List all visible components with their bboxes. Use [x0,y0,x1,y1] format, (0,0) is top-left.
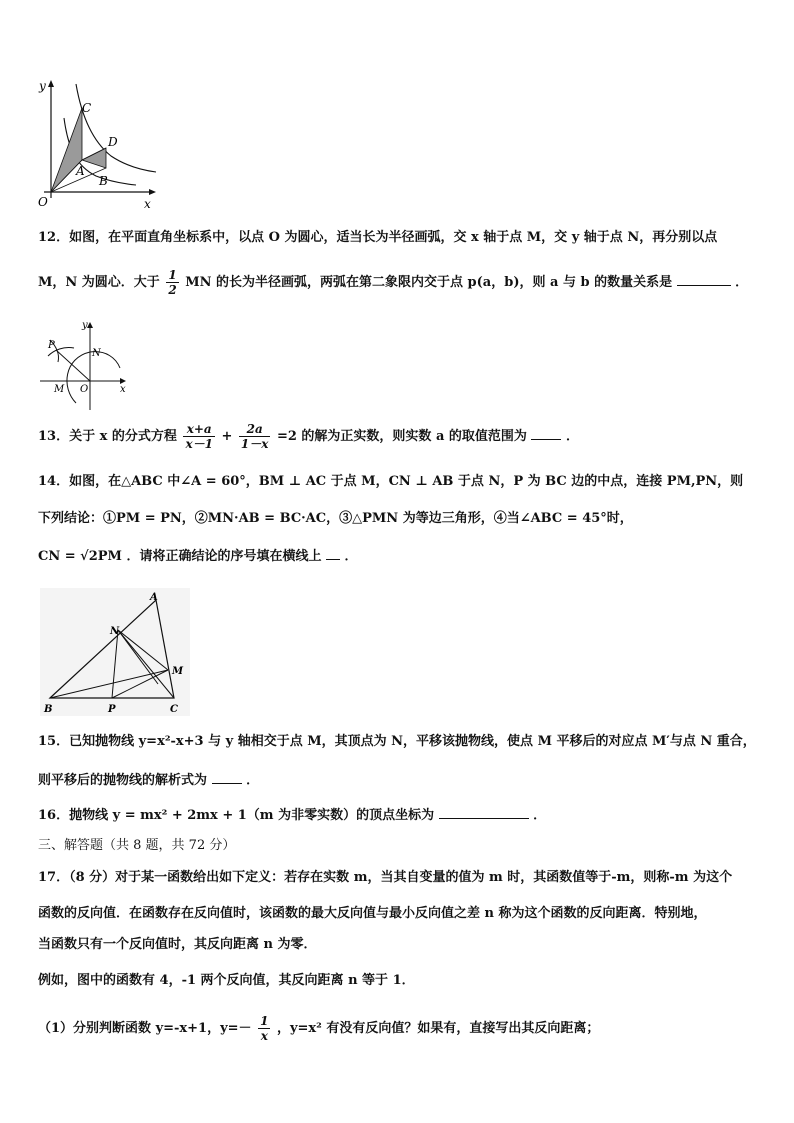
label-c: C [82,101,92,115]
q12-line2 [38,268,748,297]
y-axis-arrow-icon [87,322,93,328]
q13-frac1-den: x－1 [185,437,213,451]
label-n: N [110,626,120,637]
q15-line2-pre: 则平移后的抛物线的解析式为 [38,773,208,788]
q12-answer-blank[interactable] [677,273,731,286]
q17-fraction [258,1014,270,1043]
label-y: y [82,320,88,331]
q14-line3-post: ．请将正确结论的序号填在横线上 [126,549,322,564]
q13-line [38,422,579,451]
label-b: B [44,704,53,715]
label-o: O [38,195,48,209]
y-axis-arrow-icon [48,80,54,87]
q13-pre: 13．关于 x 的分式方程 [38,429,177,444]
q15-line2 [38,771,259,790]
label-o: O [80,384,89,395]
q16-line [38,806,546,825]
q13-end: ． [565,429,579,444]
q14-line1: 14．如图，在△ABC 中∠A = 60°，BM ⊥ AC 于点 M，CN ⊥ AB 于点 N，P 为 BC 边的中点，连接 PM,PN，则 [38,474,744,489]
q17-line4: 例如，图中的函数有 4，-1 两个反向值，其反向距离 n 等于 1． [38,973,415,988]
label-m: M [172,666,184,677]
label-y: y [39,79,46,93]
q17-line1: 17．（8 分）对于某一函数给出如下定义：若存在实数 m，当其自变量的值为 m 时，其函数值等于-m，则称-m 为这个 [38,870,733,885]
q12-line2-post: MN 的长为半径画弧，两弧在第二象限内交于点 p(a，b)，则 a 与 b 的数量关系是 [185,275,673,290]
q12-line2-end: ． [735,275,749,290]
q13-post: =2 的解为正实数，则实数 a 的取值范围为 [276,429,527,444]
q14-answer-blank[interactable] [326,547,340,560]
section-title: 三、解答题（共 8 题，共 72 分） [38,838,236,853]
q13-fraction-1 [183,422,215,451]
q13-fraction-2 [239,422,271,451]
q13-frac1-num: x+a [183,422,215,437]
shaded-triangle-oac [51,108,82,192]
q13-frac2-num: 2a [239,422,271,437]
label-d: D [108,135,118,149]
q15-answer-blank[interactable] [212,771,242,784]
label-a: A [150,592,158,603]
q12-frac-den: 2 [168,283,177,297]
q14-line2: 下列结论：①PM = PN，②MN·AB = BC·AC，③△PMN 为等边三角形，④当∠ABC = 45°时， [38,511,633,526]
q17-sub1 [38,1014,599,1043]
q12-fraction [166,268,178,297]
label-b: B [99,174,108,188]
label-c: C [170,704,178,715]
figure-q12-compass [36,318,132,414]
q17-frac-num: 1 [260,1014,269,1028]
q16-end: ． [533,808,547,823]
q13-answer-blank[interactable] [531,427,561,440]
q17-line2: 函数的反向值．在函数存在反向值时，该函数的最大反向值与最小反向值之差 n 称为这个函数的反向距离．特别地， [38,906,707,921]
q14-line3-end: ． [344,549,358,564]
q12-frac-num: 1 [168,268,177,282]
label-x: x [144,197,151,211]
q16-pre: 16．抛物线 y = mx² + 2mx + 1（m 为非零实数）的顶点坐标为 [38,808,435,823]
figure-q11-graph [36,78,166,214]
q13-plus: + [221,429,233,444]
q17-frac-den: x [260,1029,268,1043]
x-axis-arrow-icon [149,189,156,195]
q17-sub1-pre: （1）分别判断函数 y=-x+1，y=－ [38,1021,252,1036]
q17-line3: 当函数只有一个反向值时，其反向距离 n 为零． [38,937,317,952]
q15-line2-end: ． [246,773,260,788]
q12-line2-pre: M，N 为圆心．大于 [38,275,160,290]
label-p: P [108,704,116,715]
q17-sub1-post: ，y=x² 有没有反向值？如果有，直接写出其反向距离； [276,1021,600,1036]
label-m: M [54,384,65,395]
q13-frac2-den: 1－x [240,437,269,451]
label-x: x [120,384,126,395]
q12-line1: 12．如图，在平面直角坐标系中，以点 O 为圆心，适当长为半径画弧，交 x 轴于点 M，交 y 轴于点 N，再分别以点 [38,230,718,245]
figure-q14-triangle [40,588,190,716]
q16-answer-blank[interactable] [439,806,529,819]
label-p: P [48,340,55,351]
q14-line3 [38,547,358,566]
label-n: N [92,348,101,359]
label-a: A [76,164,85,178]
ray-op [56,350,90,381]
arc-center-o [67,352,120,403]
q14-line3-pre: CN = √2PM [38,549,122,564]
q15-line1: 15．已知抛物线 y=x²-x+3 与 y 轴相交于点 M，其顶点为 N，平移该抛物线，使点 M 平移后的对应点 M′与点 N 重合， [38,734,756,749]
